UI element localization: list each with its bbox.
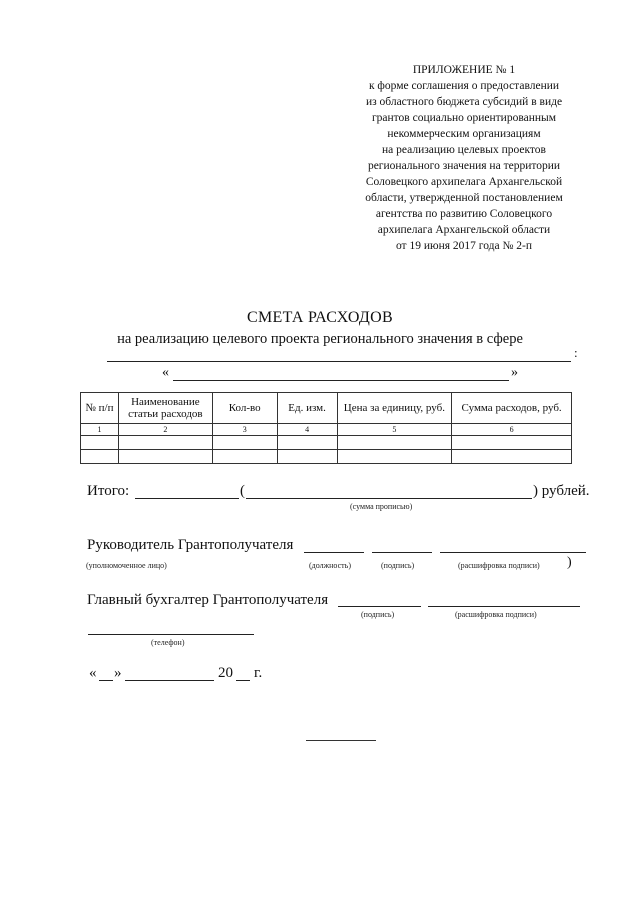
annex-line: грантов социально ориентированным <box>371 112 557 124</box>
project-name-field[interactable] <box>173 366 509 381</box>
annex-line: из областного бюджета субсидий в виде <box>365 96 563 108</box>
date-year-suffix: г. <box>254 665 263 681</box>
table-cell[interactable] <box>452 450 572 464</box>
column-number: 2 <box>118 424 212 436</box>
annex-block <box>334 62 594 254</box>
table-cell[interactable] <box>337 436 452 450</box>
quote-close: » <box>511 365 518 380</box>
column-number: 1 <box>81 424 119 436</box>
table-cell[interactable] <box>118 450 212 464</box>
header-cell-price: Цена за единицу, руб. <box>337 393 452 424</box>
annex-line: области, утвержденной постановлением <box>365 192 563 204</box>
column-number: 3 <box>212 424 277 436</box>
header-cell-unit: Ед. изм. <box>277 393 337 424</box>
accountant-caption-signature: (подпись) <box>361 610 395 619</box>
table-cell[interactable] <box>81 436 119 450</box>
table-cell[interactable] <box>81 450 119 464</box>
header-cell-item: Наименование статьи расходов <box>118 393 212 424</box>
total-caption: (сумма прописью) <box>350 502 413 511</box>
date-quote-open: « <box>89 665 97 681</box>
accountant-label: Главный бухгалтер Грантополучателя <box>87 592 329 608</box>
annex-line: Соловецкого архипелага Архангельской <box>365 176 563 188</box>
table-cell[interactable] <box>277 450 337 464</box>
head-caption-left: (уполномоченное лицо) <box>86 561 167 570</box>
accountant-signature-field[interactable] <box>338 592 421 607</box>
annex-line: ПРИЛОЖЕНИЕ № 1 <box>412 64 516 76</box>
annex-line: регионального значения на территории <box>367 160 561 172</box>
date-quote-close: » <box>114 665 122 681</box>
annex-line: на реализацию целевых проектов <box>382 144 546 156</box>
total-label: Итого: <box>87 483 130 499</box>
table-row[interactable] <box>81 436 572 450</box>
total-suffix: ) рублей. <box>533 483 590 499</box>
head-caption-signature: (подпись) <box>381 561 415 570</box>
column-number: 5 <box>337 424 452 436</box>
quote-open: « <box>162 365 169 380</box>
head-close-paren: ) <box>567 555 572 570</box>
page-subtitle: на реализацию целевого проекта регионального значения в сфере <box>117 331 523 347</box>
sphere-colon: : <box>574 345 578 360</box>
table-cell[interactable] <box>118 436 212 450</box>
header-cell-sum: Сумма расходов, руб. <box>452 393 572 424</box>
accountant-decoding-field[interactable] <box>428 592 580 607</box>
table-cell[interactable] <box>337 450 452 464</box>
table-cell[interactable] <box>212 450 277 464</box>
head-signature-field[interactable] <box>372 538 432 553</box>
total-amount-field[interactable] <box>135 484 239 499</box>
column-number: 6 <box>452 424 572 436</box>
table-number-row <box>81 424 572 436</box>
annex-line: к форме соглашения о предоставлении <box>368 80 560 92</box>
phone-field[interactable] <box>88 620 254 635</box>
table-header-row <box>81 393 572 424</box>
head-label: Руководитель Грантополучателя <box>87 537 294 553</box>
table-cell[interactable] <box>277 436 337 450</box>
table-cell[interactable] <box>212 436 277 450</box>
annex-line: некоммерческим организациям <box>387 128 541 140</box>
phone-caption: (телефон) <box>151 638 185 647</box>
head-position-field[interactable] <box>304 538 364 553</box>
header-cell-number: № п/п <box>81 393 119 424</box>
annex-line: от 19 июня 2017 года № 2-п <box>395 240 533 252</box>
page-title: СМЕТА РАСХОДОВ <box>247 309 393 326</box>
annex-line: архипелага Архангельской области <box>377 224 551 236</box>
column-number: 4 <box>277 424 337 436</box>
total-paren-open: ( <box>240 483 245 499</box>
date-day-field[interactable] <box>99 666 113 681</box>
accountant-caption-decoding: (расшифровка подписи) <box>455 610 537 619</box>
closing-separator <box>306 740 376 741</box>
date-year-field[interactable] <box>236 666 250 681</box>
head-decoding-field[interactable] <box>440 538 586 553</box>
table-row[interactable] <box>81 450 572 464</box>
annex-line: агентства по развитию Соловецкого <box>375 208 553 220</box>
date-month-field[interactable] <box>125 666 214 681</box>
table-cell[interactable] <box>452 436 572 450</box>
estimate-table <box>80 392 572 464</box>
date-year-prefix: 20 <box>218 665 233 681</box>
sphere-field[interactable] <box>107 346 571 362</box>
header-cell-quantity: Кол-во <box>212 393 277 424</box>
total-amount-words-field[interactable] <box>246 484 532 499</box>
head-caption-decoding: (расшифровка подписи) <box>458 561 540 570</box>
head-caption-position: (должность) <box>309 561 351 570</box>
